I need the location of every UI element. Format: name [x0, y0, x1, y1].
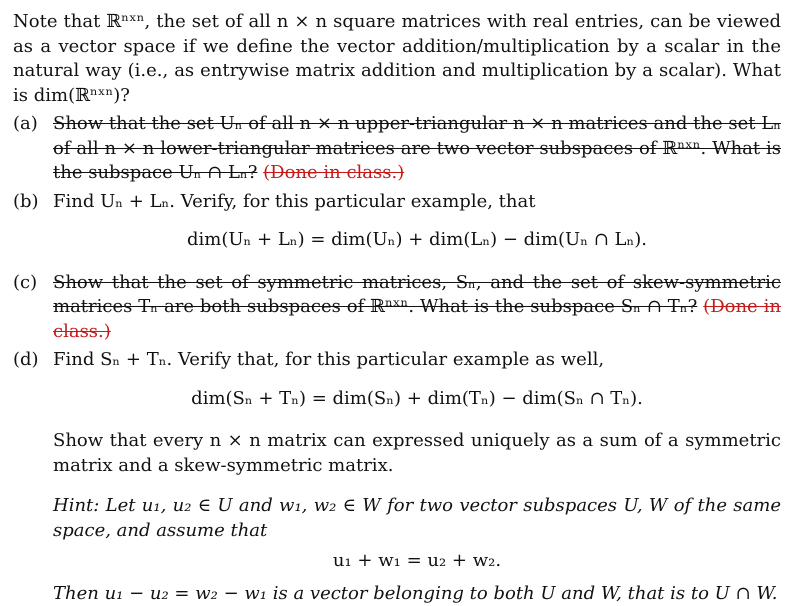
item-b-equation: dim(Uₙ + Lₙ) = dim(Uₙ) + dim(Lₙ) − dim(Uₙ ∩ Lₙ). — [13, 228, 781, 253]
item-a-label: (a) — [13, 112, 53, 186]
item-b-body: Find Uₙ + Lₙ. Verify, for this particular example, that — [53, 190, 781, 215]
hint-paragraph: Hint: Let u₁, u₂ ∈ U and w₁, w₂ ∈ W for two vector subspaces U, W of the same space, and assume that — [53, 494, 781, 543]
item-a-body — [53, 112, 781, 186]
item-a-done-note: (Done in class.) — [263, 162, 404, 183]
item-c-body — [53, 271, 781, 345]
item-a-text-struck: Show that the set Uₙ of all n × n upper-triangular n × n matrices and the set Lₙ of all n × n lower-triangular matrices are two vector subspaces of ℝⁿˣⁿ. What is the subspace Uₙ ∩ Lₙ? — [53, 113, 781, 183]
item-c-done-note: (Done in class.) — [53, 296, 781, 342]
item-d-label: (d) — [13, 348, 53, 373]
item-d — [13, 348, 781, 373]
item-c-label: (c) — [13, 271, 53, 345]
item-b — [13, 190, 781, 215]
item-c-text-struck: Show that the set of symmetric matrices, Sₙ, and the set of skew-symmetric matrices Tₙ are both subspaces of ℝⁿˣⁿ. What is the subspace Sₙ ∩ Tₙ? — [53, 272, 781, 318]
item-d-equation: dim(Sₙ + Tₙ) = dim(Sₙ) + dim(Tₙ) − dim(Sₙ ∩ Tₙ). — [13, 387, 781, 412]
item-b-label: (b) — [13, 190, 53, 215]
uniqueness-statement: Show that every n × n matrix can expressed uniquely as a sum of a symmetric matrix and a skew-symmetric matrix. — [53, 429, 781, 478]
item-c — [13, 271, 781, 345]
item-a — [13, 112, 781, 186]
intro-paragraph: Note that ℝⁿˣⁿ, the set of all n × n square matrices with real entries, can be viewed as a vector space if we define the vector addition/multiplication by a scalar in the natural way (i.e., as entrywise matrix addition and multiplication by a scalar). What is dim(ℝⁿˣⁿ)? — [13, 10, 781, 108]
item-d-body: Find Sₙ + Tₙ. Verify that, for this particular example as well, — [53, 348, 781, 373]
hint-equation: u₁ + w₁ = u₂ + w₂. — [13, 549, 781, 574]
closing-line: Then u₁ − u₂ = w₂ − w₁ is a vector belonging to both U and W, that is to U ∩ W. — [53, 582, 781, 606]
